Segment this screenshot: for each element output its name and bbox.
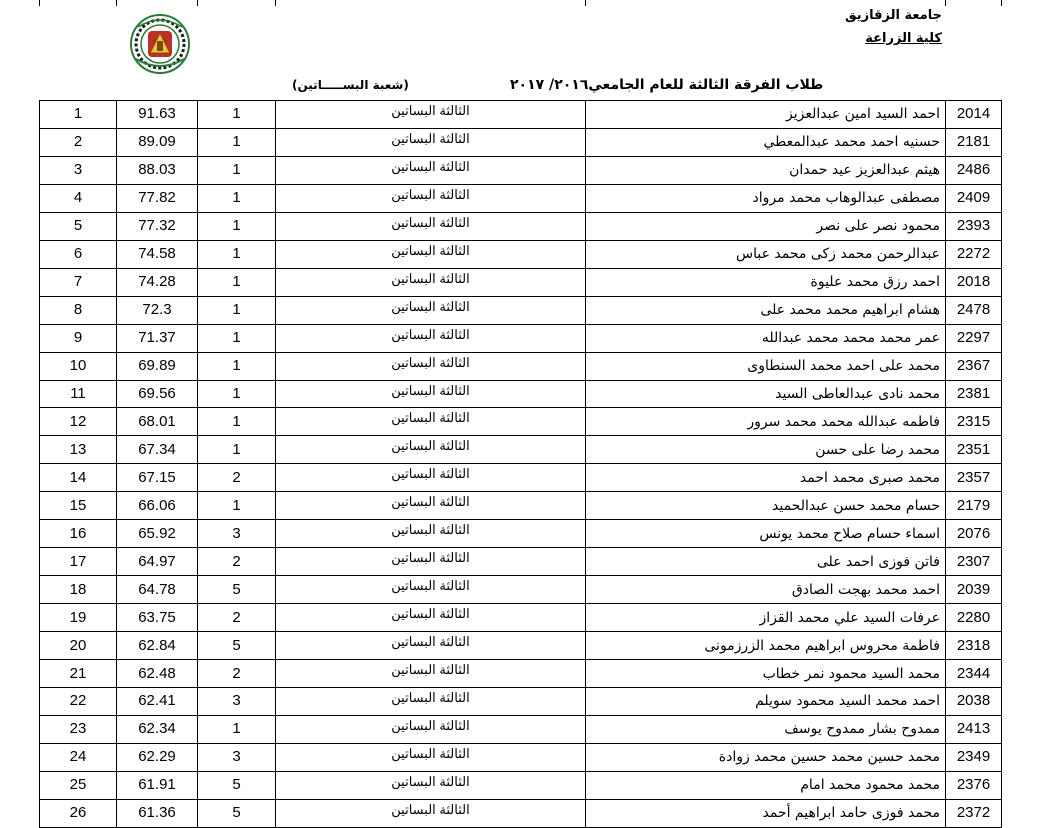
level-cell: الثالثة البساتين	[276, 799, 586, 827]
level-cell: الثالثة البساتين	[276, 128, 586, 156]
level-cell: الثالثة البساتين	[276, 688, 586, 716]
score-cell: 89.09	[117, 128, 198, 156]
student-name-cell: عبدالرحمن محمد زكى محمد عباس	[586, 240, 946, 268]
student-name-cell: محمد فوزى حامد ابراهيم أحمد	[586, 799, 946, 827]
division-cell: 1	[198, 324, 276, 352]
table-row	[40, 492, 1002, 520]
division-cell: 3	[198, 520, 276, 548]
table-row	[40, 715, 1002, 743]
division-cell: 2	[198, 464, 276, 492]
score-cell: 62.48	[117, 660, 198, 688]
table-row	[40, 688, 1002, 716]
level-cell: الثالثة البساتين	[276, 296, 586, 324]
rank-cell: 17	[40, 548, 117, 576]
division-cell: 1	[198, 101, 276, 129]
score-cell: 67.34	[117, 436, 198, 464]
division-cell: 1	[198, 156, 276, 184]
level-cell: الثالثة البساتين	[276, 576, 586, 604]
score-cell: 71.37	[117, 324, 198, 352]
table-row	[40, 268, 1002, 296]
top-rule	[275, 0, 276, 6]
student-name-cell: احمد رزق محمد عليوة	[586, 268, 946, 296]
level-cell: الثالثة البساتين	[276, 240, 586, 268]
table-row	[40, 464, 1002, 492]
rank-cell: 18	[40, 576, 117, 604]
rank-cell: 7	[40, 268, 117, 296]
student-name-cell: عرفات السيد علي محمد القزاز	[586, 604, 946, 632]
student-id-cell: 2376	[946, 771, 1002, 799]
rank-cell: 8	[40, 296, 117, 324]
student-id-cell: 2486	[946, 156, 1002, 184]
student-name-cell: محمد السيد محمود نمر خطاب	[586, 660, 946, 688]
table-row	[40, 436, 1002, 464]
rank-cell: 19	[40, 604, 117, 632]
table-row	[40, 184, 1002, 212]
level-cell: الثالثة البساتين	[276, 464, 586, 492]
level-cell: الثالثة البساتين	[276, 268, 586, 296]
division-cell: 1	[198, 352, 276, 380]
level-cell: الثالثة البساتين	[276, 520, 586, 548]
student-id-cell: 2039	[946, 576, 1002, 604]
table-row	[40, 520, 1002, 548]
student-name-cell: هيثم عبدالعزيز عيد حمدان	[586, 156, 946, 184]
top-rule	[1001, 0, 1002, 6]
level-cell: الثالثة البساتين	[276, 324, 586, 352]
table-row	[40, 771, 1002, 799]
rank-cell: 2	[40, 128, 117, 156]
university-seal-icon	[124, 13, 196, 75]
table-row	[40, 604, 1002, 632]
division-cell: 1	[198, 380, 276, 408]
score-cell: 69.56	[117, 380, 198, 408]
top-rule	[116, 0, 117, 6]
rank-cell: 24	[40, 743, 117, 771]
student-name-cell: عمر محمد محمد محمد عبدالله	[586, 324, 946, 352]
student-id-cell: 2349	[946, 743, 1002, 771]
student-name-cell: احمد محمد بهجت الصادق	[586, 576, 946, 604]
division-cell: 2	[198, 548, 276, 576]
level-cell: الثالثة البساتين	[276, 492, 586, 520]
division-cell: 1	[198, 128, 276, 156]
level-cell: الثالثة البساتين	[276, 352, 586, 380]
student-id-cell: 2367	[946, 352, 1002, 380]
table-row	[40, 324, 1002, 352]
score-cell: 62.84	[117, 632, 198, 660]
student-id-cell: 2413	[946, 715, 1002, 743]
table-row	[40, 352, 1002, 380]
division-cell: 1	[198, 240, 276, 268]
student-name-cell: حسنيه احمد محمد عبدالمعطي	[586, 128, 946, 156]
rank-cell: 3	[40, 156, 117, 184]
table-row	[40, 156, 1002, 184]
division-cell: 5	[198, 799, 276, 827]
level-cell: الثالثة البساتين	[276, 184, 586, 212]
table-row	[40, 632, 1002, 660]
student-name-cell: مصطفى عبدالوهاب محمد مرواد	[586, 184, 946, 212]
table-row	[40, 380, 1002, 408]
score-cell: 66.06	[117, 492, 198, 520]
division-cell: 2	[198, 604, 276, 632]
student-name-cell: محمد حسين محمد حسين محمد زوادة	[586, 743, 946, 771]
faculty-name: كلية الزراعة	[865, 31, 942, 46]
table-row	[40, 128, 1002, 156]
students-table	[39, 100, 1002, 828]
table-row	[40, 408, 1002, 436]
score-cell: 67.15	[117, 464, 198, 492]
division-cell: 3	[198, 743, 276, 771]
rank-cell: 26	[40, 799, 117, 827]
level-cell: الثالثة البساتين	[276, 715, 586, 743]
student-name-cell: فاطمة محروس ابراهيم محمد الزرزمونى	[586, 632, 946, 660]
rank-cell: 20	[40, 632, 117, 660]
table-row	[40, 660, 1002, 688]
score-cell: 64.78	[117, 576, 198, 604]
level-cell: الثالثة البساتين	[276, 212, 586, 240]
rank-cell: 6	[40, 240, 117, 268]
top-rule	[39, 0, 40, 6]
student-name-cell: محمد صبرى محمد احمد	[586, 464, 946, 492]
rank-cell: 1	[40, 101, 117, 129]
student-name-cell: احمد محمد السيد محمود سويلم	[586, 688, 946, 716]
level-cell: الثالثة البساتين	[276, 101, 586, 129]
level-cell: الثالثة البساتين	[276, 604, 586, 632]
score-cell: 62.29	[117, 743, 198, 771]
division-cell: 1	[198, 212, 276, 240]
level-cell: الثالثة البساتين	[276, 548, 586, 576]
level-cell: الثالثة البساتين	[276, 771, 586, 799]
rank-cell: 12	[40, 408, 117, 436]
level-cell: الثالثة البساتين	[276, 408, 586, 436]
level-cell: الثالثة البساتين	[276, 632, 586, 660]
score-cell: 62.34	[117, 715, 198, 743]
rank-cell: 15	[40, 492, 117, 520]
student-name-cell: فاطمه عبدالله محمد محمد سرور	[586, 408, 946, 436]
table-row	[40, 799, 1002, 827]
division-cell: 1	[198, 715, 276, 743]
level-cell: الثالثة البساتين	[276, 380, 586, 408]
student-id-cell: 2318	[946, 632, 1002, 660]
table-row	[40, 296, 1002, 324]
top-rule	[585, 0, 586, 6]
top-rule	[945, 0, 946, 6]
student-name-cell: محمود نصر على نصر	[586, 212, 946, 240]
score-cell: 62.41	[117, 688, 198, 716]
division-cell: 1	[198, 492, 276, 520]
student-name-cell: محمد نادى عبدالعاطى السيد	[586, 380, 946, 408]
student-id-cell: 2272	[946, 240, 1002, 268]
score-cell: 74.28	[117, 268, 198, 296]
rank-cell: 25	[40, 771, 117, 799]
table-row	[40, 240, 1002, 268]
top-rule	[197, 0, 198, 6]
score-cell: 74.58	[117, 240, 198, 268]
table-row	[40, 576, 1002, 604]
student-name-cell: محمد رضا على حسن	[586, 436, 946, 464]
division-cell: 1	[198, 296, 276, 324]
student-name-cell: ممدوح بشار ممدوح يوسف	[586, 715, 946, 743]
student-id-cell: 2409	[946, 184, 1002, 212]
student-id-cell: 2076	[946, 520, 1002, 548]
student-name-cell: احمد السيد امين عبدالعزيز	[586, 101, 946, 129]
division-cell: 1	[198, 436, 276, 464]
division-cell: 1	[198, 184, 276, 212]
score-cell: 65.92	[117, 520, 198, 548]
table-row	[40, 548, 1002, 576]
student-name-cell: محمد على احمد محمد السنطاوى	[586, 352, 946, 380]
score-cell: 91.63	[117, 101, 198, 129]
level-cell: الثالثة البساتين	[276, 436, 586, 464]
rank-cell: 21	[40, 660, 117, 688]
student-id-cell: 2478	[946, 296, 1002, 324]
student-name-cell: فاتن فوزى احمد على	[586, 548, 946, 576]
student-id-cell: 2018	[946, 268, 1002, 296]
student-id-cell: 2393	[946, 212, 1002, 240]
score-cell: 72.3	[117, 296, 198, 324]
student-id-cell: 2344	[946, 660, 1002, 688]
score-cell: 68.01	[117, 408, 198, 436]
student-id-cell: 2014	[946, 101, 1002, 129]
table-row	[40, 101, 1002, 129]
university-name: جامعة الزقازيق	[845, 8, 942, 23]
score-cell: 88.03	[117, 156, 198, 184]
student-name-cell: اسماء حسام صلاح محمد يونس	[586, 520, 946, 548]
student-id-cell: 2280	[946, 604, 1002, 632]
student-id-cell: 2315	[946, 408, 1002, 436]
division-cell: 1	[198, 408, 276, 436]
student-id-cell: 2357	[946, 464, 1002, 492]
table-row	[40, 212, 1002, 240]
rank-cell: 4	[40, 184, 117, 212]
score-cell: 64.97	[117, 548, 198, 576]
section-label: (شعبة البســـــاتين)	[292, 78, 409, 92]
rank-cell: 23	[40, 715, 117, 743]
division-cell: 1	[198, 268, 276, 296]
rank-cell: 13	[40, 436, 117, 464]
rank-cell: 14	[40, 464, 117, 492]
student-id-cell: 2297	[946, 324, 1002, 352]
division-cell: 5	[198, 632, 276, 660]
student-name-cell: محمد محمود محمد امام	[586, 771, 946, 799]
student-name-cell: حسام محمد حسن عبدالحميد	[586, 492, 946, 520]
level-cell: الثالثة البساتين	[276, 156, 586, 184]
table-row	[40, 743, 1002, 771]
score-cell: 61.91	[117, 771, 198, 799]
division-cell: 2	[198, 660, 276, 688]
student-id-cell: 2179	[946, 492, 1002, 520]
student-id-cell: 2181	[946, 128, 1002, 156]
level-cell: الثالثة البساتين	[276, 743, 586, 771]
division-cell: 3	[198, 688, 276, 716]
level-cell: الثالثة البساتين	[276, 660, 586, 688]
score-cell: 63.75	[117, 604, 198, 632]
student-name-cell: هشام ابراهيم محمد محمد على	[586, 296, 946, 324]
rank-cell: 10	[40, 352, 117, 380]
division-cell: 5	[198, 576, 276, 604]
score-cell: 77.32	[117, 212, 198, 240]
document-title: طلاب الفرقة الثالثة للعام الجامعي٢٠١٦/ ٢٠١٧	[510, 77, 824, 93]
rank-cell: 16	[40, 520, 117, 548]
student-id-cell: 2351	[946, 436, 1002, 464]
rank-cell: 9	[40, 324, 117, 352]
score-cell: 69.89	[117, 352, 198, 380]
rank-cell: 11	[40, 380, 117, 408]
student-id-cell: 2038	[946, 688, 1002, 716]
student-id-cell: 2381	[946, 380, 1002, 408]
score-cell: 61.36	[117, 799, 198, 827]
rank-cell: 5	[40, 212, 117, 240]
student-id-cell: 2372	[946, 799, 1002, 827]
rank-cell: 22	[40, 688, 117, 716]
division-cell: 5	[198, 771, 276, 799]
student-id-cell: 2307	[946, 548, 1002, 576]
score-cell: 77.82	[117, 184, 198, 212]
